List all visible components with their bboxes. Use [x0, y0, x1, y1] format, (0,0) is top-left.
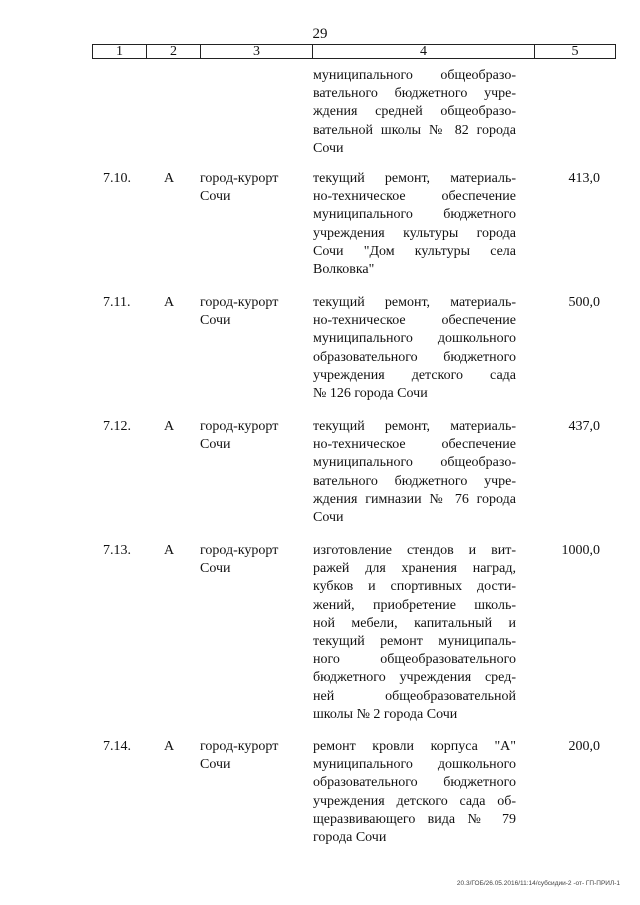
description-line: муниципального общеобразо- [313, 68, 516, 83]
row-municipality [200, 738, 305, 774]
description-line: текущий ремонт, материаль- [313, 419, 516, 434]
description-line: жений, приобретение школь- [313, 597, 516, 613]
row-number: 7.13. [103, 543, 131, 558]
continued-description [313, 67, 516, 158]
row-amount: 1000,0 [561, 543, 600, 558]
header-cell-1: 1 [93, 45, 147, 58]
description-line: Волковка" [313, 262, 375, 278]
description-line: ней общеобразовательной [313, 688, 516, 704]
description-line: вательного бюджетного учре- [313, 86, 516, 102]
municipality-line: город-курорт [200, 739, 279, 754]
row-amount: 200,0 [568, 739, 600, 754]
municipality-line: город-курорт [200, 419, 279, 434]
description-line: учреждения детского сада [313, 367, 516, 383]
row-municipality [200, 170, 305, 206]
description-line: Сочи [313, 140, 344, 156]
row-amount: 413,0 [568, 171, 600, 186]
row-municipality [200, 418, 305, 454]
municipality-line: Сочи [200, 437, 231, 453]
header-cell-2: 2 [147, 45, 201, 58]
row-description [313, 738, 516, 847]
row-category: А [164, 295, 175, 310]
description-line: текущий ремонт муниципаль- [313, 634, 516, 650]
description-line: ного общеобразовательного [313, 652, 516, 668]
row-municipality [200, 294, 305, 330]
row-number: 7.10. [103, 171, 131, 186]
description-line: муниципального общеобразо- [313, 455, 516, 471]
description-line: кубков и спортивных дости- [313, 579, 516, 595]
description-line: но-техническое обеспечение [313, 189, 516, 205]
description-line: текущий ремонт, материаль- [313, 295, 516, 310]
description-line: бюджетного учреждения сред- [313, 670, 516, 686]
description-line: ражей для хранения наград, [313, 561, 516, 577]
description-line: щеразвивающего вида № 79 [313, 811, 516, 827]
row-amount: 437,0 [568, 419, 600, 434]
row-number: 7.11. [103, 295, 131, 310]
row-number: 7.14. [103, 739, 131, 754]
row-description [313, 170, 516, 279]
row-category: А [164, 739, 175, 754]
description-line: ной мебели, капитальный и [313, 615, 516, 631]
description-line: учреждения детского сада об- [313, 793, 516, 809]
row-category: А [164, 543, 175, 558]
description-line: вательного бюджетного учре- [313, 473, 516, 489]
description-line: вательной школы № 82 города [313, 122, 516, 138]
page-number: 29 [312, 26, 328, 42]
municipality-line: Сочи [200, 313, 231, 329]
description-line: ждения гимназии № 76 города [313, 491, 516, 507]
description-line: муниципального дошкольного [313, 757, 516, 773]
description-line: текущий ремонт, материаль- [313, 171, 516, 186]
row-description [313, 294, 516, 403]
description-line: города Сочи [313, 830, 387, 846]
municipality-line: город-курорт [200, 295, 279, 310]
description-line: но-техническое обеспечение [313, 437, 516, 453]
description-line: № 126 города Сочи [313, 386, 428, 402]
description-line: образовательного бюджетного [313, 775, 516, 791]
description-line: но-техническое обеспечение [313, 313, 516, 329]
description-line: муниципального дошкольного [313, 331, 516, 347]
municipality-line: город-курорт [200, 543, 279, 558]
municipality-line: Сочи [200, 757, 231, 773]
municipality-line: город-курорт [200, 171, 279, 186]
row-number: 7.12. [103, 419, 131, 434]
row-category: А [164, 419, 175, 434]
description-line: ждения средней общеобразо- [313, 104, 516, 120]
row-description [313, 418, 516, 527]
header-cell-4: 4 [313, 45, 535, 58]
description-line: Сочи "Дом культуры села [313, 243, 516, 259]
municipality-line: Сочи [200, 561, 231, 577]
table-header [92, 44, 616, 59]
row-amount: 500,0 [568, 295, 600, 310]
description-line: Сочи [313, 510, 344, 526]
row-description [313, 542, 516, 724]
description-line: муниципального бюджетного [313, 207, 516, 223]
row-category: А [164, 171, 175, 186]
header-cell-3: 3 [201, 45, 313, 58]
row-municipality [200, 542, 305, 578]
description-line: образовательного бюджетного [313, 349, 516, 365]
description-line: ремонт кровли корпуса "А" [313, 739, 516, 754]
header-cell-5: 5 [571, 44, 579, 59]
municipality-line: Сочи [200, 189, 231, 205]
footer-document-code: 20.3/ГОБ/26.05.2016/11:14/субсидии-2 -от- ГП-ПРИЛ-1 [456, 880, 620, 887]
description-line: школы № 2 города Сочи [313, 706, 458, 722]
description-line: изготовление стендов и вит- [313, 543, 516, 558]
description-line: учреждения культуры города [313, 225, 516, 241]
